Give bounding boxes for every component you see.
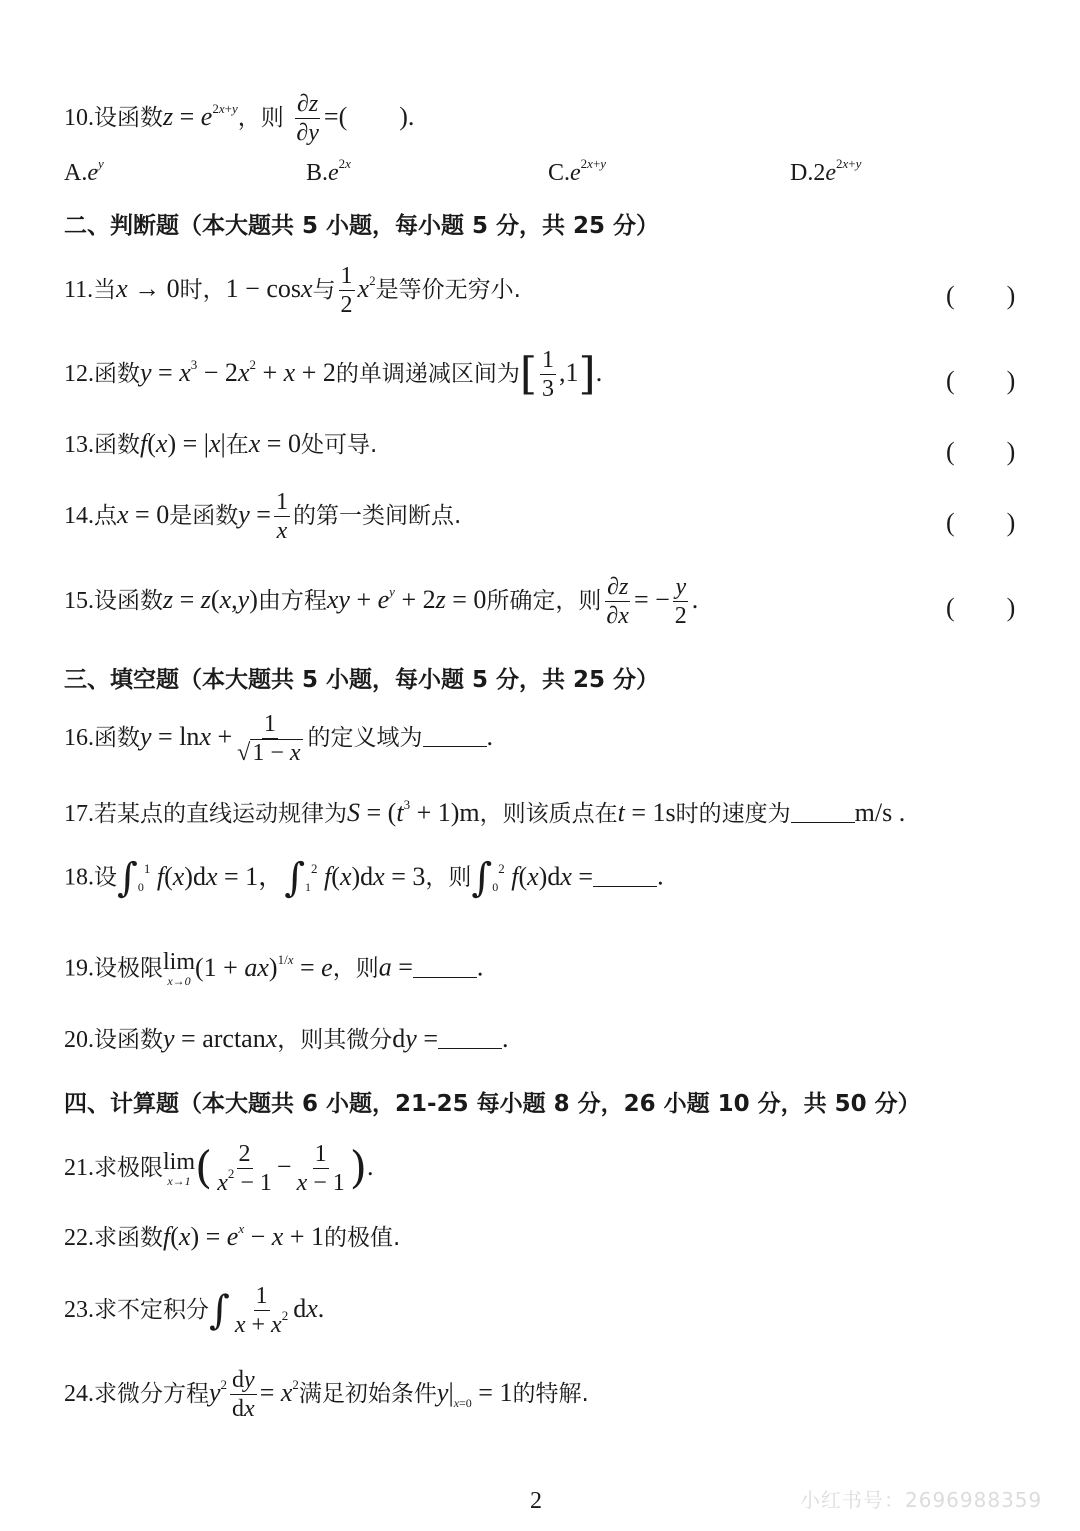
answer-parentheses: ( ) bbox=[946, 281, 1016, 310]
question-text: ，则 bbox=[237, 105, 284, 131]
question-text: 的第一类间断点. bbox=[292, 503, 462, 529]
limit-operator: lim x→0 bbox=[163, 949, 196, 988]
question-22 bbox=[64, 1221, 401, 1251]
question-text: 由方程 bbox=[257, 588, 327, 614]
paren-left: ( bbox=[195, 1142, 213, 1194]
question-number: 14. bbox=[64, 503, 94, 529]
formula: $y = x^3 - 2x^2 + x + 2$ bbox=[140, 357, 336, 387]
question-text: 求函数 bbox=[94, 1225, 163, 1251]
integral-sign: ∫ bbox=[117, 855, 138, 901]
formula: 1 − cosx bbox=[225, 274, 313, 303]
question-number: 21. bbox=[64, 1155, 94, 1181]
formula: a = bbox=[378, 952, 413, 982]
question-23 bbox=[64, 1282, 324, 1339]
question-text: ，则该质点在 bbox=[479, 801, 618, 827]
answer-blank bbox=[423, 724, 487, 747]
option-d: $D.2e^{2x+y}$ bbox=[790, 156, 862, 186]
question-13 bbox=[64, 431, 377, 457]
question-16: 16.函数y = lnx + $\frac{1}{√1 - x}$ 的定义域为 . bbox=[64, 711, 494, 766]
question-text: 的定义域为 bbox=[307, 725, 423, 751]
section-heading-fill-blank: 三、填空题（本大题共 5 小题，每小题 5 分，共 25 分） bbox=[64, 667, 660, 693]
question-24 bbox=[64, 1366, 589, 1423]
paren-right: ) bbox=[349, 1142, 367, 1194]
question-text: 在 bbox=[225, 432, 249, 458]
fraction: $\frac{\partial z}{\partial x}$ bbox=[606, 574, 629, 629]
fraction: $\frac{1}{x}$ bbox=[275, 489, 288, 544]
question-tail: =( ). bbox=[323, 102, 415, 131]
integral-sign: ∫ bbox=[209, 1287, 230, 1334]
question-number: 22. bbox=[64, 1225, 94, 1251]
question-17 bbox=[64, 797, 906, 827]
question-text: 的单调递减区间为 bbox=[335, 361, 520, 387]
fraction: $\frac{2}{x^2 - 1}$ bbox=[217, 1141, 272, 1196]
question-number: 16. bbox=[64, 725, 94, 751]
option-b: $B.e^{2x}$ bbox=[306, 156, 351, 186]
question-text: 求不定积分 bbox=[94, 1297, 209, 1323]
question-text: 所确定，则 bbox=[486, 588, 602, 614]
question-text: 求微分方程 bbox=[94, 1381, 209, 1407]
question-18: 18.设$\int_0^1$ f(x)dx = 1，$\int_1^2$ f(x)dx = 3，则$\int_0^2$ f(x)dx = . bbox=[64, 855, 664, 901]
bracket: [ bbox=[519, 348, 538, 400]
question-12: 12.函数$y = x^3 - 2x^2 + x + 2$的单调递减区间为[ $\frac{1}{3}$ ,1]. bbox=[64, 347, 603, 402]
fraction: $\frac{1}{x + x^2}$ bbox=[234, 1283, 289, 1338]
option-c: $C.e^{2x+y}$ bbox=[548, 156, 607, 186]
limit-operator: lim x→1 bbox=[163, 1148, 196, 1188]
question-text: 处可导. bbox=[300, 432, 378, 458]
integral-sign: ∫ bbox=[284, 855, 306, 901]
formula: x → 0 bbox=[116, 274, 180, 303]
formula: dx. bbox=[293, 1294, 325, 1323]
answer-blank bbox=[413, 955, 477, 978]
question-14 bbox=[64, 488, 461, 545]
question-number: 24. bbox=[64, 1381, 94, 1407]
answer-blank bbox=[791, 800, 855, 823]
question-text: 函数 bbox=[94, 361, 140, 387]
formula: t = 1s bbox=[617, 798, 676, 827]
formula: x = 0 bbox=[248, 429, 301, 458]
question-21: 21.求极限 lim x→1 ( $\frac{2}{x^2 - 1}$ − $\frac{1}{x - 1}$ ). bbox=[64, 1141, 374, 1196]
formula: f(x) = |x| bbox=[140, 429, 226, 458]
question-text: 当 bbox=[93, 277, 117, 303]
fraction: $\frac{1}{x - 1}$ bbox=[296, 1141, 345, 1196]
section-heading-calculation: 四、计算题（本大题共 6 小题，21-25 每小题 8 分，26 小题 10 分，共 50 分） bbox=[64, 1091, 921, 1117]
question-15: 15.设函数z = z(x,y)由方程xy + $e^y + 2z = 0$所确定，则 $\frac{\partial z}{\partial x}$ = − $\frac{y}{2}$ . bbox=[64, 574, 699, 629]
question-text: 时的速度为 bbox=[675, 801, 791, 827]
answer-parentheses: ( ) bbox=[946, 508, 1016, 537]
question-number: 18. bbox=[64, 864, 94, 891]
formula: x = 0 bbox=[117, 500, 170, 529]
question-11 bbox=[64, 262, 521, 319]
answer-parentheses: ( ) bbox=[946, 593, 1016, 622]
unit: m/s . bbox=[854, 798, 906, 827]
formula: y = arctanx bbox=[163, 1024, 278, 1053]
question-text: 满足初始条件 bbox=[298, 1381, 437, 1407]
formula: $_0^2$ f(x)dx = bbox=[492, 860, 594, 894]
question-number: 15. bbox=[64, 588, 94, 614]
bracket: ] bbox=[578, 348, 596, 400]
question-text: 设函数 bbox=[94, 1027, 163, 1053]
question-number: 11. bbox=[64, 277, 94, 303]
question-19: 19.设极限 lim x→0 (1 + ax)$^{1/x}$ = e，则a = . bbox=[64, 949, 484, 988]
formula: dy = bbox=[392, 1024, 438, 1053]
fraction: $\frac{1}{2}$ bbox=[340, 263, 353, 318]
section-heading-judgement: 二、判断题（本大题共 5 小题，每小题 5 分，共 25 分） bbox=[64, 213, 660, 239]
question-text: 设函数 bbox=[94, 105, 163, 131]
question-text: ，则 bbox=[332, 955, 379, 982]
answer-parentheses: ( ) bbox=[946, 366, 1016, 395]
question-text: ，则其微分 bbox=[277, 1027, 393, 1053]
question-number: 12. bbox=[64, 361, 94, 387]
question-text: ，则 bbox=[425, 864, 472, 891]
question-text: 求极限 bbox=[94, 1155, 163, 1181]
fraction: $\frac{\partial z}{\partial y}$ bbox=[296, 91, 319, 146]
question-text: 设函数 bbox=[94, 588, 163, 614]
question-text: 与 bbox=[312, 277, 336, 303]
question-text: 设 bbox=[94, 864, 117, 891]
question-text: 的特解. bbox=[512, 1381, 589, 1407]
page-number: 2 bbox=[530, 1488, 542, 1514]
formula: $z = e^{2x+y}$ bbox=[163, 101, 238, 131]
question-number: 13. bbox=[64, 432, 94, 458]
formula: (1 + ax)$^{1/x}$ = e bbox=[195, 951, 333, 982]
question-number: 10. bbox=[64, 105, 94, 131]
answer-blank bbox=[438, 1026, 502, 1049]
formula: $S = (t^3 + 1)m$ bbox=[347, 797, 480, 827]
formula: $x^2$ bbox=[357, 273, 376, 303]
formula: $_1^2$ f(x)dx = 3 bbox=[305, 860, 426, 894]
question-text: 函数 bbox=[94, 725, 140, 751]
question-text: 是函数 bbox=[169, 503, 239, 529]
question-number: 23. bbox=[64, 1297, 94, 1323]
answer-blank bbox=[593, 864, 657, 887]
question-text: 点 bbox=[94, 503, 117, 529]
formula: $y^2$ bbox=[209, 1377, 228, 1407]
fraction: $\frac{1}{3}$ bbox=[542, 347, 555, 402]
fraction: $\frac{y}{2}$ bbox=[674, 574, 687, 629]
option-a: $A.e^y$ bbox=[64, 156, 104, 186]
question-text: 若某点的直线运动规律为 bbox=[94, 801, 347, 827]
answer-parentheses: ( ) bbox=[946, 437, 1016, 466]
question-text: 是等价无穷小. bbox=[375, 277, 521, 303]
formula: $y|_{x=0} = 1$ bbox=[436, 1378, 513, 1410]
question-number: 17. bbox=[64, 801, 94, 827]
fraction: $\frac{1}{√1 - x}$ bbox=[237, 711, 301, 766]
question-text: 时， bbox=[179, 277, 226, 303]
formula: y = lnx + bbox=[140, 722, 233, 751]
question-number: 19. bbox=[64, 955, 94, 982]
formula: y = bbox=[238, 500, 271, 529]
integral-sign: ∫ bbox=[471, 855, 493, 901]
question-text: 设极限 bbox=[94, 955, 163, 982]
formula: xy + $e^y + 2z = 0$ bbox=[326, 584, 487, 614]
fraction: $\frac{dy}{dx}$ bbox=[232, 1367, 255, 1422]
question-number: 20. bbox=[64, 1027, 94, 1053]
formula: z = z(x,y) bbox=[163, 585, 258, 614]
question-text: 函数 bbox=[94, 432, 140, 458]
formula: $f(x) = e^x - x + 1$ bbox=[163, 1221, 324, 1251]
question-text: 的极值. bbox=[324, 1225, 401, 1251]
formula: = $x^2$ bbox=[259, 1377, 299, 1407]
watermark: 小红书号：2696988359 bbox=[800, 1488, 1043, 1512]
question-20: 20.设函数y = arctanx，则其微分dy = . bbox=[64, 1024, 509, 1053]
question-10 bbox=[64, 90, 414, 147]
formula: $_0^1$ f(x)dx = 1， bbox=[137, 860, 285, 894]
